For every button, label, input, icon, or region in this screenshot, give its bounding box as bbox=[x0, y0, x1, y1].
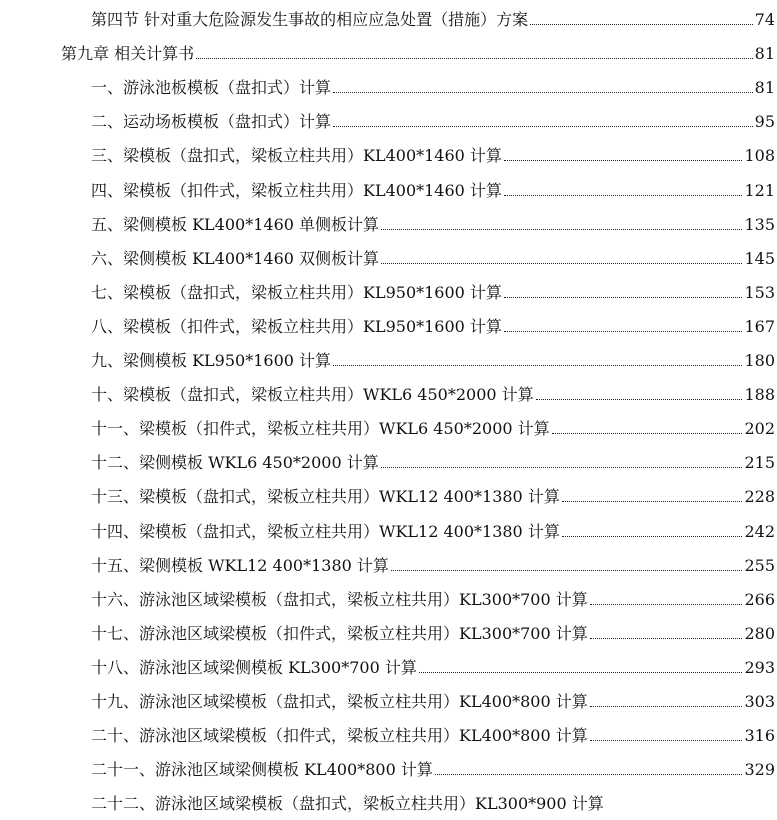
toc-entry[interactable] bbox=[91, 409, 775, 439]
toc-entry[interactable] bbox=[91, 102, 775, 132]
toc-dot-leader bbox=[590, 706, 743, 707]
toc-dot-leader bbox=[435, 774, 743, 775]
toc-entry[interactable] bbox=[91, 136, 775, 166]
toc-entry-title: 三、梁模板（盘扣式，梁板立柱共用）KL400*1460 计算 bbox=[91, 146, 502, 166]
toc-dot-leader bbox=[381, 229, 742, 230]
toc-entry-title: 第四节 针对重大危险源发生事故的相应应急处置（措施）方案 bbox=[91, 10, 529, 29]
toc-dot-leader bbox=[391, 570, 743, 571]
toc-dot-leader bbox=[530, 24, 753, 25]
toc-page-number: 266 bbox=[744, 589, 775, 609]
toc-entry[interactable] bbox=[91, 341, 775, 371]
toc-page-number: 145 bbox=[744, 248, 775, 268]
toc-entry[interactable] bbox=[91, 546, 775, 576]
toc-entry-title: 二十二、游泳池区域梁模板（盘扣式，梁板立柱共用）KL300*900 计算 bbox=[91, 794, 604, 814]
toc-dot-leader bbox=[196, 58, 753, 59]
toc-dot-leader bbox=[381, 263, 742, 264]
toc-page-number: 316 bbox=[744, 726, 775, 746]
toc-page-number: 329 bbox=[744, 760, 775, 780]
toc-page-number: 74 bbox=[754, 10, 775, 29]
toc-page-number: 81 bbox=[754, 78, 775, 98]
toc-entry-title: 十五、梁侧模板 WKL12 400*1380 计算 bbox=[91, 555, 389, 575]
toc-dot-leader bbox=[333, 126, 753, 127]
toc-entry[interactable] bbox=[91, 443, 775, 473]
toc-page-number: 153 bbox=[744, 282, 775, 302]
toc-entry-title: 七、梁模板（盘扣式，梁板立柱共用）KL950*1600 计算 bbox=[91, 282, 502, 302]
toc-dot-leader bbox=[504, 297, 743, 298]
toc-entry-title: 九、梁侧模板 KL950*1600 计算 bbox=[91, 351, 332, 370]
toc-dot-leader bbox=[536, 399, 743, 400]
toc-page-number: 135 bbox=[744, 214, 775, 234]
toc-entry-last[interactable] bbox=[91, 784, 775, 814]
toc-page-number: 121 bbox=[744, 180, 775, 200]
toc-page-number: 95 bbox=[754, 112, 775, 132]
toc-entry-title: 二十一、游泳池区域梁侧模板 KL400*800 计算 bbox=[91, 760, 433, 780]
toc-page-number: 293 bbox=[744, 657, 775, 677]
toc-entry[interactable] bbox=[91, 716, 775, 746]
toc-page-number: 108 bbox=[744, 146, 775, 166]
toc-page-number: 215 bbox=[744, 453, 775, 473]
toc-dot-leader bbox=[562, 536, 743, 537]
toc-entry-title: 十六、游泳池区域梁模板（盘扣式，梁板立柱共用）KL300*700 计算 bbox=[91, 589, 588, 609]
toc-dot-leader bbox=[590, 740, 743, 741]
toc-entry-title: 十、梁模板（盘扣式，梁板立柱共用）WKL6 450*2000 计算 bbox=[91, 385, 534, 405]
toc-entry-title: 十一、梁模板（扣件式，梁板立柱共用）WKL6 450*2000 计算 bbox=[91, 419, 550, 439]
toc-entry[interactable] bbox=[91, 273, 775, 303]
toc-entry-title: 二、运动场板模板（盘扣式）计算 bbox=[91, 112, 332, 132]
toc-page-number: 188 bbox=[744, 385, 775, 405]
toc-entry-title: 六、梁侧模板 KL400*1460 双侧板计算 bbox=[91, 248, 380, 268]
toc-page-number: 202 bbox=[744, 419, 775, 439]
toc-entry-title: 十四、梁模板（盘扣式，梁板立柱共用）WKL12 400*1380 计算 bbox=[91, 521, 560, 541]
toc-entry[interactable] bbox=[91, 614, 775, 644]
toc-page-number: 167 bbox=[744, 316, 775, 336]
toc-page-number: 228 bbox=[744, 487, 775, 507]
toc-dot-leader bbox=[590, 604, 743, 605]
toc-dot-leader bbox=[419, 672, 743, 673]
toc-entry[interactable] bbox=[91, 648, 775, 678]
toc-page-number: 81 bbox=[754, 44, 775, 64]
toc-entry-title: 一、游泳池板模板（盘扣式）计算 bbox=[91, 78, 332, 98]
toc-entry[interactable] bbox=[91, 68, 775, 98]
toc-dot-leader bbox=[552, 433, 743, 434]
toc-entry-title: 五、梁侧模板 KL400*1460 单侧板计算 bbox=[91, 214, 380, 234]
toc-dot-leader bbox=[333, 92, 753, 93]
toc-entry-title: 二十、游泳池区域梁模板（扣件式，梁板立柱共用）KL400*800 计算 bbox=[91, 726, 588, 746]
toc-dot-leader bbox=[590, 638, 743, 639]
toc-chapter-entry[interactable] bbox=[61, 34, 775, 64]
toc-page-number: 180 bbox=[744, 351, 775, 370]
toc-entry-title: 十三、梁模板（盘扣式，梁板立柱共用）WKL12 400*1380 计算 bbox=[91, 487, 560, 507]
toc-dot-leader bbox=[333, 365, 742, 366]
toc-dot-leader bbox=[504, 331, 743, 332]
toc-entry[interactable] bbox=[91, 750, 775, 780]
toc-entry-title: 第九章 相关计算书 bbox=[61, 44, 195, 64]
toc-entry-title: 十七、游泳池区域梁模板（扣件式，梁板立柱共用）KL300*700 计算 bbox=[91, 623, 588, 643]
toc-entry-title: 四、梁模板（扣件式，梁板立柱共用）KL400*1460 计算 bbox=[91, 180, 502, 200]
toc-entry[interactable] bbox=[91, 375, 775, 405]
toc-entry-title: 八、梁模板（扣件式，梁板立柱共用）KL950*1600 计算 bbox=[91, 316, 502, 336]
toc-entry[interactable] bbox=[91, 512, 775, 542]
toc-dot-leader bbox=[562, 501, 743, 502]
toc-entry-title: 十二、梁侧模板 WKL6 450*2000 计算 bbox=[91, 453, 379, 473]
toc-entry[interactable] bbox=[91, 682, 775, 712]
toc-page-number: 242 bbox=[744, 521, 775, 541]
toc-dot-leader bbox=[504, 160, 743, 161]
toc-entry-title: 十九、游泳池区域梁模板（盘扣式，梁板立柱共用）KL400*800 计算 bbox=[91, 692, 588, 711]
toc-entry[interactable] bbox=[91, 205, 775, 235]
toc-dot-leader bbox=[504, 195, 743, 196]
toc-page-number: 280 bbox=[744, 623, 775, 643]
toc-entry[interactable] bbox=[91, 477, 775, 507]
toc-dot-leader bbox=[381, 467, 743, 468]
toc-entry-title: 十八、游泳池区域梁侧模板 KL300*700 计算 bbox=[91, 657, 417, 677]
toc-entry[interactable] bbox=[91, 171, 775, 201]
toc-entry[interactable] bbox=[91, 239, 775, 269]
toc-entry[interactable] bbox=[91, 0, 775, 30]
toc-entry[interactable] bbox=[91, 580, 775, 610]
toc-page-number: 255 bbox=[744, 555, 775, 575]
toc-page-number: 303 bbox=[744, 692, 775, 711]
toc-entry[interactable] bbox=[91, 307, 775, 337]
